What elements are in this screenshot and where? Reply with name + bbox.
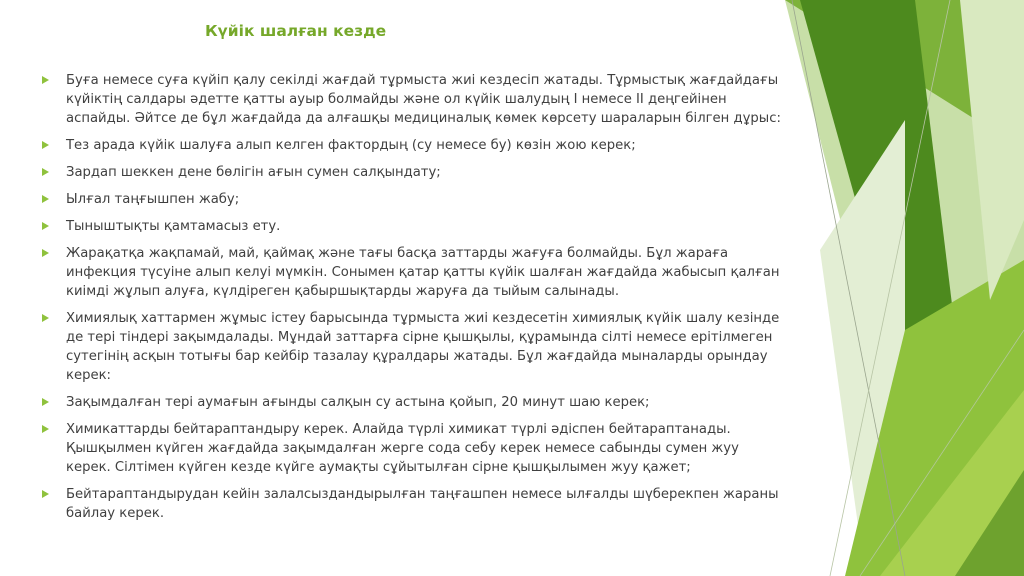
bullet-arrow-icon [42, 314, 49, 322]
bullet-item [40, 244, 785, 301]
bullet-text: Зардап шеккен дене бөлігін ағын сумен салқындату; [66, 165, 441, 180]
bullet-text: Ылғал таңғышпен жабу; [66, 192, 240, 207]
bullet-item [40, 163, 785, 182]
bullet-arrow-icon [42, 425, 49, 433]
bullet-arrow-icon [42, 249, 49, 257]
bullet-arrow-icon [42, 398, 49, 406]
bullet-list [40, 71, 785, 531]
bullet-item [40, 136, 785, 155]
bullet-item [40, 309, 785, 385]
bullet-text: Тыныштықты қамтамасыз ету. [66, 219, 281, 234]
bullet-text: Химикаттарды бейтараптандыру керек. Алайда түрлі химикат түрлі әдіспен бейтараптанады. Қышқылмен күйген жағдайда зақымдалған жерге сода себу керек немесе сабынды сумен жуу керек. Сілтімен күйген кезде күйге аумақты сұйытылған сірне қышқылымен жуу қажет; [66, 422, 739, 475]
bullet-item [40, 393, 785, 412]
slide-title: Күйік шалған кезде [205, 22, 387, 40]
bullet-text: Тез арада күйік шалуға алып келген фактордың (су немесе бу) көзін жою керек; [66, 138, 636, 153]
bullet-item [40, 420, 785, 477]
bullet-text: Буға немесе суға күйіп қалу секілді жағдай тұрмыста жиі кездесіп жатады. Тұрмыстық жағдайдағы күйіктің салдары әдетте қатты ауыр болмайды және ол күйік шалудың І немесе ІІ деңгейінен аспайды. Әйтсе де бұл жағдайда да алғашқы медициналық көмек көрсету шараларын білген дұрыс: [66, 73, 781, 126]
bullet-arrow-icon [42, 76, 49, 84]
bullet-arrow-icon [42, 490, 49, 498]
bullet-item [40, 190, 785, 209]
bullet-text: Бейтараптандырудан кейін залалсыздандырылған таңғашпен немесе ылғалды шүберекпен жараны байлау керек. [66, 487, 779, 521]
bullet-text: Зақымдалған тері аумағын ағынды салқын су астына қойып, 20 минут шаю керек; [66, 395, 650, 410]
bullet-arrow-icon [42, 222, 49, 230]
bullet-item [40, 71, 785, 128]
bullet-arrow-icon [42, 168, 49, 176]
bullet-item [40, 217, 785, 236]
bullet-text: Химиялық хаттармен жұмыс істеу барысында тұрмыста жиі кездесетін химиялық күйік шалу кезінде де тері тіндері зақымдалады. Мұндай заттарға сірне қышқылы, құрамында сілті немесе ерітілмеген сутегінің асқын тотығы бар кейбір тазалау құралдары жатады. Бұл жағдайда мыналарды орындау керек: [66, 311, 780, 383]
bullet-item [40, 485, 785, 523]
bullet-arrow-icon [42, 195, 49, 203]
bullet-text: Жарақатқа жақпамай, май, қаймақ және тағы басқа заттарды жағуға болмайды. Бұл жараға инфекция түсуіне алып келуі мүмкін. Сонымен қатар қатты күйік шалған жағдайда жабысып қалған киімді жұлып алуға, күлдіреген қабыршықтарды жаруға да тыйым салынады. [66, 246, 780, 299]
bullet-arrow-icon [42, 141, 49, 149]
